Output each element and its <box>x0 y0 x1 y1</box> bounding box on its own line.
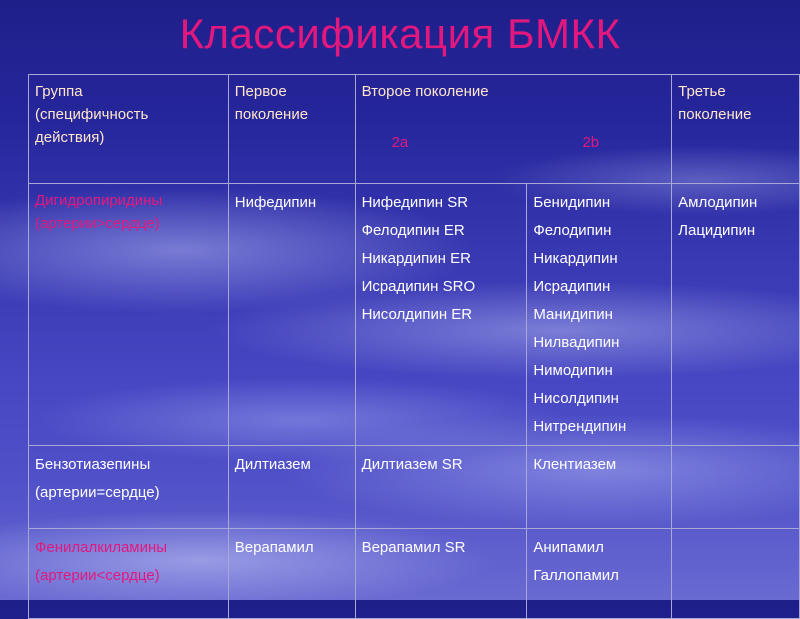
second-gen-2a-cell <box>355 529 527 619</box>
second-gen-2b-cell <box>527 446 672 529</box>
drug-name: Нитрендипин <box>533 418 627 435</box>
group-name: Бензотиазепины <box>35 456 151 473</box>
second-gen-2b-cell <box>527 184 672 446</box>
drug-name: Нисолдипин <box>533 390 619 407</box>
drug-name: Исрадипин SRO <box>361 278 476 295</box>
drug-name: Никардипин <box>533 250 618 267</box>
drug-name: Галлопамил <box>533 567 619 584</box>
group-specificity: (артерии=сердце) <box>35 484 160 501</box>
drug-name: Амлодипин <box>678 194 758 211</box>
drug-name: Анипамил <box>533 539 604 556</box>
first-gen-cell <box>228 184 355 446</box>
drug-name: Дилтиазем <box>234 456 311 473</box>
table-row <box>29 529 800 619</box>
first-gen-cell <box>228 446 355 529</box>
header-group-line: (специфичность <box>35 106 149 123</box>
first-gen-cell <box>228 529 355 619</box>
table-header-row <box>29 75 800 184</box>
drug-name: Фелодипин <box>533 222 612 239</box>
header-second-gen <box>355 75 672 184</box>
header-group-line: Группа <box>35 83 83 100</box>
group-cell <box>29 529 229 619</box>
group-specificity: (артерии<сердце) <box>35 567 160 584</box>
drug-name: Дилтиазем SR <box>361 456 463 473</box>
drug-name: Манидипин <box>533 306 613 323</box>
drug-name: Нисолдипин ER <box>361 306 473 323</box>
header-second-gen-2a: 2a <box>391 134 409 151</box>
drug-name: Нифедипин <box>234 194 317 211</box>
header-group <box>29 75 229 184</box>
group-name: Фенилалкиламины <box>35 539 168 556</box>
drug-name: Бенидипин <box>533 194 611 211</box>
header-second-gen-label: Второе поколение <box>361 83 489 100</box>
header-third-gen-line: поколение <box>678 106 752 123</box>
header-third-gen <box>672 75 800 184</box>
header-first-gen <box>228 75 355 184</box>
header-third-gen-line: Третье <box>678 83 726 100</box>
header-second-gen-subgroups <box>362 131 666 154</box>
table-row <box>29 446 800 529</box>
group-specificity: (артерии>сердце) <box>35 215 160 232</box>
second-gen-2a-cell <box>355 446 527 529</box>
second-gen-2a-cell <box>355 184 527 446</box>
header-first-gen-line: Первое <box>234 83 287 100</box>
drug-name: Никардипин ER <box>361 250 471 267</box>
slide-title: Классификация БМКК <box>179 10 621 57</box>
drug-name: Нимодипин <box>533 362 613 379</box>
drug-name: Нифедипин SR <box>361 194 469 211</box>
table-row <box>29 184 800 446</box>
third-gen-cell <box>672 446 800 529</box>
second-gen-2b-cell <box>527 529 672 619</box>
drug-name: Лацидипин <box>678 222 756 239</box>
drug-name: Фелодипин ER <box>361 222 465 239</box>
header-first-gen-line: поколение <box>234 106 309 123</box>
third-gen-cell <box>672 184 800 446</box>
header-group-line: действия) <box>35 129 105 146</box>
group-cell <box>29 446 229 529</box>
drug-name: Клентиазем <box>533 456 617 473</box>
group-name: Дигидропиридины <box>35 192 163 209</box>
group-cell <box>29 184 229 446</box>
drug-name: Верапамил SR <box>361 539 466 556</box>
third-gen-cell <box>672 529 800 619</box>
header-second-gen-2b: 2b <box>582 134 600 151</box>
drug-name: Исрадипин <box>533 278 611 295</box>
drug-name: Верапамил <box>234 539 314 556</box>
classification-table <box>28 74 800 619</box>
drug-name: Нилвадипин <box>533 334 620 351</box>
